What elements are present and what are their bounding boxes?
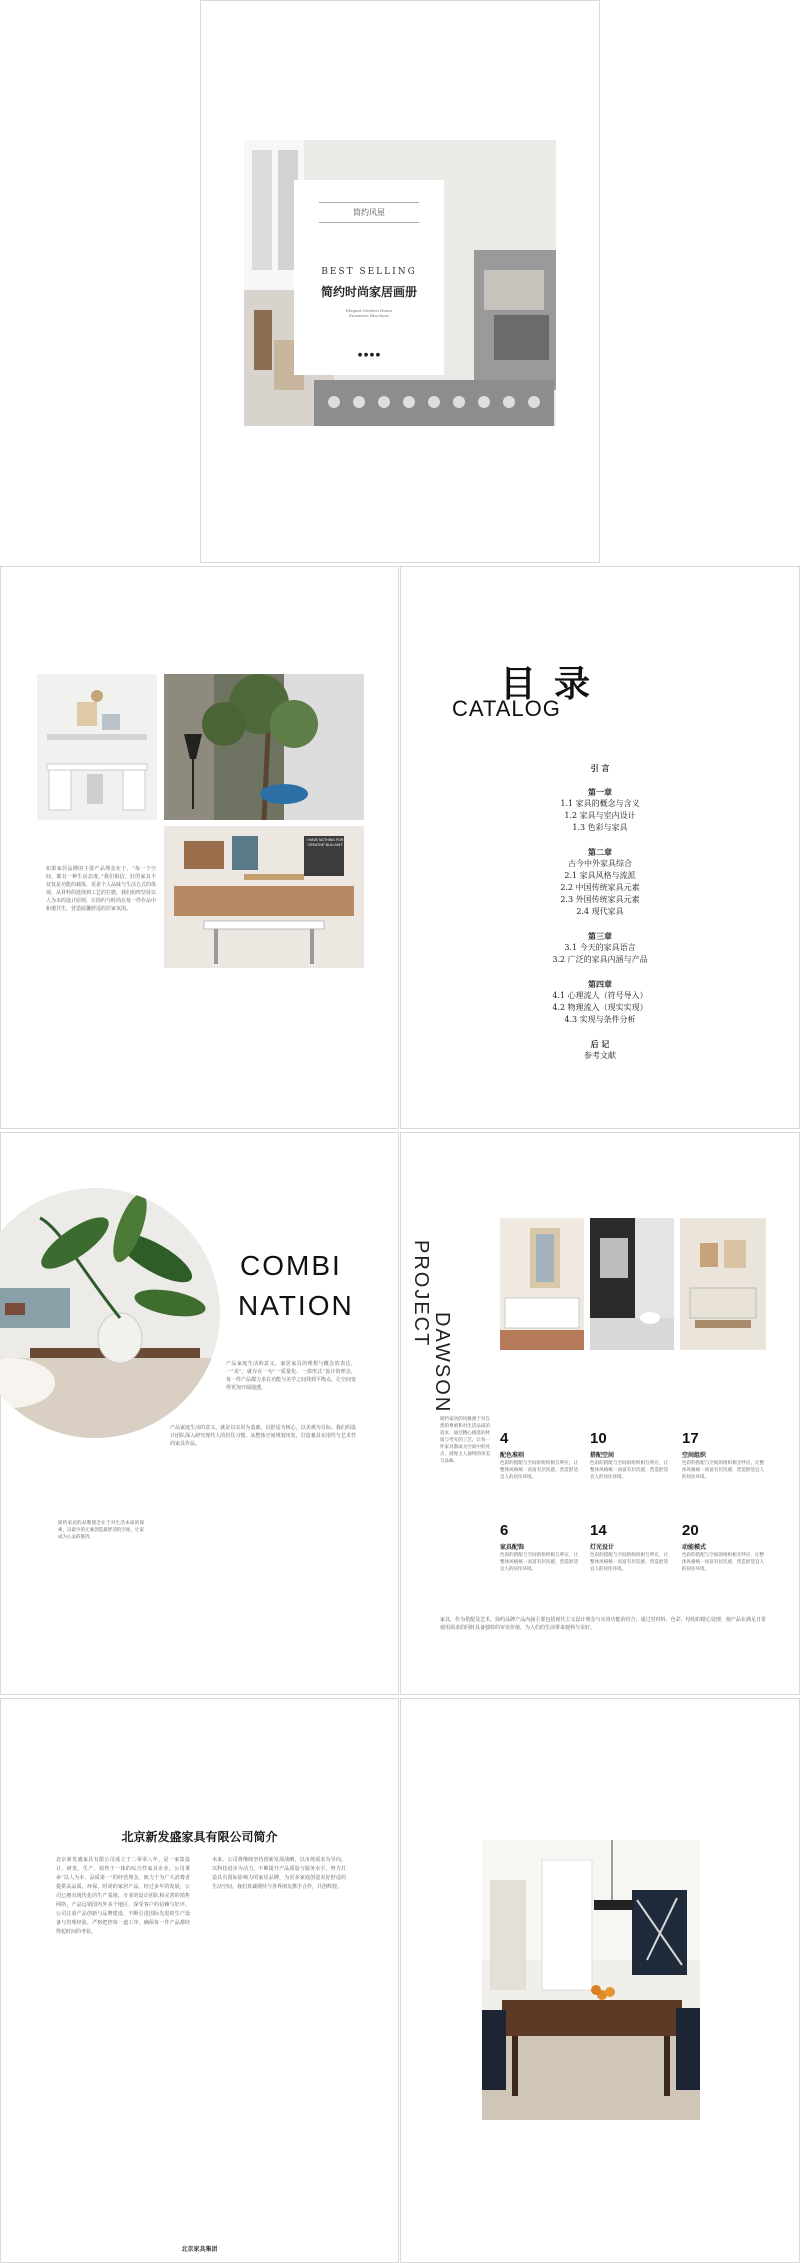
intro-poster-text: I HAVE NOTHING FOR CREATIVE BULLSHIT: [306, 838, 344, 847]
dawson-photo-bathroom: [590, 1218, 674, 1350]
feature-title: 空间组织: [682, 1452, 707, 1459]
cover-best-selling: BEST SELLING: [321, 267, 417, 277]
toc-item: 4.2 物理流入（现实实现）: [552, 1003, 648, 1012]
feature-number: 10: [590, 1430, 607, 1447]
dawson-bottom-body: 家具，作为搭配及艺术，简约品牌产品内涵主要包括现代主义设计理念与实用功能的结合，通过对材料、色彩、结构的精心处理，使产品在满足日常使用需求的同时具备独特的审美价值，为人们的生活带来便利与美好。: [440, 1617, 766, 1631]
dawson-feature: [590, 1522, 670, 1592]
intro-body-text: 如果家居品牌的主要产品理念在于，“每一个空间，都有一种生活态度。”我们相信，好的家具不仅仅是功能的载体，更是个人品味与生活方式的体现。从材料的选择到工艺的打磨，我们始终坚持以人为本的设计原则，让简约与时尚在每一件作品中和谐共生，营造温馨舒适的居家氛围。: [46, 866, 157, 912]
dawson-photo-bedroom: [500, 1218, 584, 1350]
feature-number: 20: [682, 1522, 699, 1539]
catalog-page: [400, 566, 800, 1129]
company-page-border: [0, 1698, 399, 2263]
feature-number: 4: [500, 1430, 509, 1447]
feature-body: 色彩的搭配与空间的组织相互呼应，让整体风格统一而富有层次感，营造舒适宜人的居住环境。: [590, 1461, 668, 1480]
toc-item: 3.1 今天的家具语言: [564, 943, 636, 952]
cover-dots: ● ● ● ●: [357, 352, 381, 358]
intro-photo-tree: [164, 674, 364, 820]
cover-subtitle-2: Furniture Brochure: [349, 313, 389, 318]
toc-item: 2.4 现代家具: [576, 907, 624, 916]
dining-photo-page: [400, 1698, 800, 2263]
combination-page: [0, 1132, 399, 1695]
dawson-page: [400, 1132, 800, 1695]
toc-item: 2.3 外国传统家具元素: [560, 895, 640, 904]
cover-small-title: 简约风屋: [353, 208, 385, 217]
feature-title: 配色准则: [500, 1452, 525, 1459]
cover-main-title: 简约时尚家居画册: [320, 285, 417, 299]
company-body-left: 北京新发盛家具有限公司成立于二零零八年，是一家集设计、研发、生产、销售于一体的综合性家具企业。公司秉承“以人为本、品质第一”的经营理念，致力于为广大消费者提供高品质、环保、时尚的家居产品。经过多年的发展，公司已拥有现代化的生产基地、专业的设计团队和完善的销售网络，产品远销国内外多个地区，深受客户的信赖与好评。公司注重产品创新与品牌建设，不断引进国际先进的生产设备与管理经验，严格把控每一道工序，确保每一件产品都经得起时间的考验。: [56, 1857, 190, 1935]
feature-number: 14: [590, 1522, 607, 1539]
dawson-feature: [682, 1430, 766, 1500]
dawson-page-border: [400, 1132, 800, 1695]
toc-item: 3.2 广泛的家具内涵与产品: [552, 955, 648, 964]
company-title: 北京新发盛家具有限公司简介: [121, 1830, 278, 1844]
feature-body: 色彩的搭配与空间的组织相互呼应，让整体风格统一而富有层次感，营造舒适宜人的居住环境。: [590, 1553, 668, 1572]
dawson-title-1: DAWSON: [431, 1312, 453, 1414]
toc-chapter-2: 第二章: [588, 847, 612, 857]
feature-body: 色彩的搭配与空间的组织相互呼应，让整体风格统一而富有层次感，营造舒适宜人的居住环境。: [682, 1461, 764, 1480]
combination-side-text: 简约家居的品牌理念在于对生活本质的探索，以最少的元素创造最舒适的空间，让家成为心灵的港湾。: [58, 1521, 144, 1540]
feature-title: 灯光设计: [590, 1544, 615, 1551]
toc-item: 1.1 家具的概念与含义: [560, 799, 640, 808]
cover-title-card: [294, 180, 444, 375]
toc-chapter-1: 第一章: [588, 787, 612, 797]
catalog-toc: [510, 762, 690, 1092]
feature-number: 6: [500, 1522, 509, 1539]
dawson-left-body: 简约家居的风格源于对自然的尊重和对生活品质的追求，通过精心挑选的材质与考究的工艺，让每一件家具都成为空间中的亮点，展现主人独特的审美与品味。: [440, 1417, 490, 1464]
toc-item: 4.3 实现与条件分析: [564, 1015, 636, 1024]
cover-photo: [244, 140, 556, 426]
intro-photo-dining: [164, 826, 364, 968]
toc-item: 1.2 家具与室内设计: [564, 811, 636, 820]
toc-chapter-3: 第三章: [588, 931, 612, 941]
feature-number: 17: [682, 1430, 699, 1447]
feature-title: 搭配空间: [590, 1452, 615, 1459]
catalog-title-en: CATALOG: [452, 696, 561, 721]
toc-item: 古今中外家具综合: [568, 859, 632, 868]
dawson-feature: [682, 1522, 766, 1592]
dawson-feature: [590, 1430, 670, 1500]
dawson-feature: [500, 1430, 580, 1500]
combination-body-1: 产品家庭生活的意义，家居家具的理想与概念的表达，一“美”，就存在一句“一质量化、一部形式”设计的理念，每一件产品都力求在功能与美学之间找到平衡点，让空间变得更加开阔通透。: [226, 1361, 357, 1391]
dawson-title-2: PROJECT: [410, 1240, 432, 1348]
intro-page: [0, 566, 399, 1129]
dawson-photo-living: [680, 1218, 766, 1350]
dining-room-photo: [482, 1840, 700, 2120]
catalog-title-cn: 目 录: [500, 663, 595, 704]
feature-body: 色彩的搭配与空间的组织相互呼应，让整体风格统一而富有层次感，营造舒适宜人的居住环境。: [500, 1553, 578, 1572]
toc-references: 参考文献: [584, 1051, 616, 1060]
combination-word-1: COMBI: [240, 1250, 342, 1281]
toc-preface: 引 言: [590, 763, 610, 773]
cover-page: [200, 0, 600, 563]
toc-item: 4.1 心理流人（符号导入）: [552, 991, 648, 1000]
company-page: [0, 1698, 399, 2263]
dawson-feature: [500, 1522, 580, 1592]
feature-body: 色彩的搭配与空间的组织相互呼应，让整体风格统一而富有层次感，营造舒适宜人的居住环境。: [682, 1553, 764, 1572]
toc-chapter-4: 第四章: [588, 979, 612, 989]
cover-subtitle-1: Elegant Modern Home: [345, 308, 393, 313]
intro-photo-desk: [37, 674, 157, 820]
toc-item: 2.1 家具风格与流派: [564, 871, 636, 880]
toc-item: 1.3 色彩与家具: [572, 823, 628, 832]
feature-title: 家具配饰: [500, 1544, 525, 1551]
combination-body-2: 产品家庭生活的意义，就是以实用为基础，以舒适为核心，以美观为目标。我们的设计团队深入研究现代人的居住习惯，从整体空间规划出发，打造兼具实用性与艺术性的家具作品。: [170, 1425, 356, 1447]
company-footer: 北京家具集团: [181, 2247, 218, 2253]
feature-title: 动能模式: [682, 1544, 707, 1551]
combination-word-2: NATION: [238, 1290, 354, 1321]
toc-item: 2.2 中国传统家具元素: [560, 883, 640, 892]
toc-postscript: 后 记: [590, 1039, 610, 1049]
company-body-right: 未来，公司将继续坚持创新发展战略，以市场需求为导向，以科技进步为动力，不断提升产品质量与服务水平，努力打造具有国际影响力的家居品牌，为更多家庭创造美好舒适的生活空间。我们真诚期待与各界朋友携手合作，共创辉煌。: [212, 1857, 346, 1890]
feature-body: 色彩的搭配与空间的组织相互呼应，让整体风格统一而富有层次感，营造舒适宜人的居住环境。: [500, 1461, 578, 1480]
